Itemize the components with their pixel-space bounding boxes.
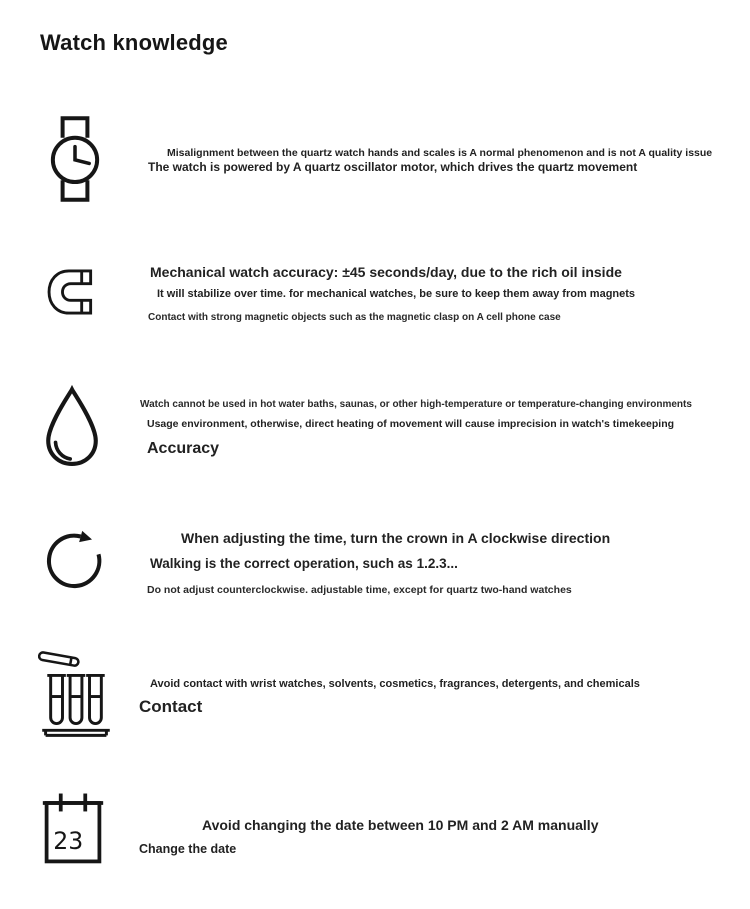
crown-note-secondary: Walking is the correct operation, such as 1.2.3... xyxy=(150,556,458,571)
date-change-note: Avoid changing the date between 10 PM and 2 AM manually xyxy=(202,817,599,833)
quartz-note-primary: The watch is powered by A quartz oscillator motor, which drives the quartz movement xyxy=(148,160,638,174)
crown-note-heading: When adjusting the time, turn the crown in A clockwise direction xyxy=(181,530,611,546)
calendar-day: 23 xyxy=(53,827,84,856)
calendar-icon xyxy=(40,786,106,868)
date-change-heading: Change the date xyxy=(139,842,237,856)
crown-note-tertiary: Do not adjust counterclockwise. adjustable time, except for quartz two-hand watches xyxy=(147,584,572,596)
contact-heading: Contact xyxy=(139,697,203,716)
quartz-note-secondary: Misalignment between the quartz watch hands and scales is A normal phenomenon and is not A quality issue xyxy=(167,147,713,159)
magnet-note-heading: Mechanical watch accuracy: ±45 seconds/day, due to the rich oil inside xyxy=(150,264,622,280)
water-drop-icon xyxy=(40,382,104,470)
magnet-note-secondary: It will stabilize over time. for mechanical watches, be sure to keep them away from magnets xyxy=(157,288,636,300)
watch-icon xyxy=(44,110,106,208)
magnet-icon xyxy=(42,260,106,324)
environment-note-secondary: Watch cannot be used in hot water baths, saunas, or other high-temperature or temperature-changing environments xyxy=(140,399,692,410)
environment-note-primary: Usage environment, otherwise, direct heating of movement will cause imprecision in watch's timekeeping xyxy=(147,418,675,430)
accuracy-heading: Accuracy xyxy=(147,440,220,457)
test-tubes-icon xyxy=(38,645,114,743)
magnet-note-tertiary: Contact with strong magnetic objects such as the magnetic clasp on A cell phone case xyxy=(148,312,561,323)
chemicals-note: Avoid contact with wrist watches, solvents, cosmetics, fragrances, detergents, and chemicals xyxy=(150,678,640,690)
page-title: Watch knowledge xyxy=(40,30,228,55)
clockwise-arrow-icon xyxy=(40,520,112,598)
